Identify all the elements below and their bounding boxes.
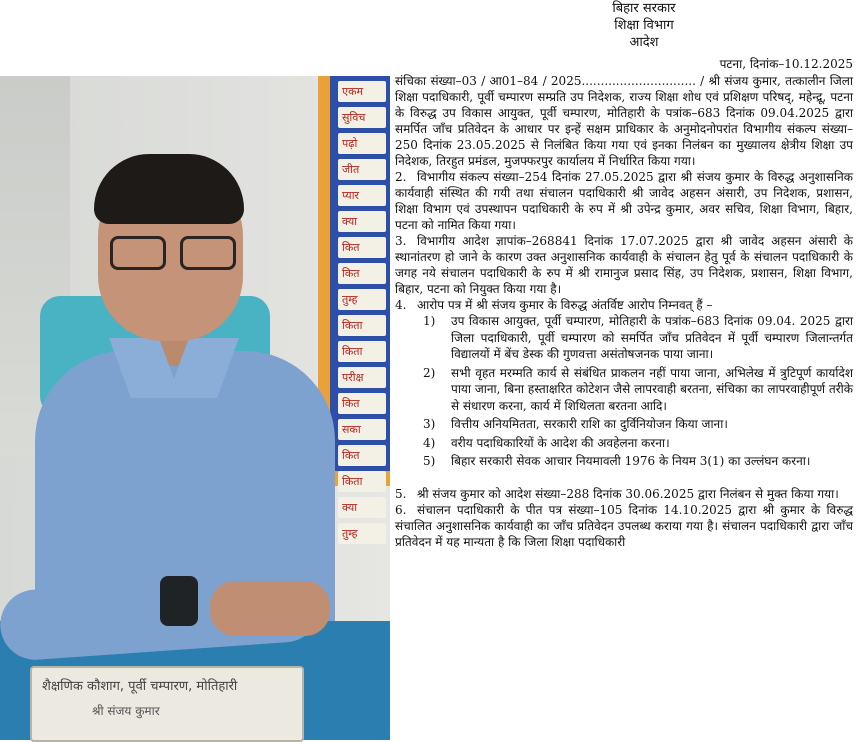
board-line: क्या [338, 497, 386, 518]
charge-number: 1) [423, 314, 436, 328]
paragraph-text: श्री संजय कुमार को आदेश संख्या–288 दिनांक 30.06.2025 द्वारा निलंबन से मुक्त किया गया। [417, 486, 839, 501]
board-line: एकम [338, 81, 386, 102]
paragraph-2 [395, 169, 853, 233]
nameplate-office: शैक्षणिक कौशाग, पूर्वी चम्पारण, मोतिहारी [42, 679, 238, 694]
charge-number: 3) [423, 417, 436, 431]
spacer [395, 472, 853, 486]
header-order: आदेश [629, 35, 659, 50]
board-line: कित [338, 237, 386, 258]
header-government: बिहार सरकार [612, 1, 676, 16]
charge-item-3 [423, 416, 853, 433]
board-line: परीक्ष [338, 367, 386, 388]
board-line: कित [338, 445, 386, 466]
paragraph-number: 3. [395, 234, 407, 248]
wristwatch-icon [160, 576, 198, 626]
charge-number: 5) [423, 454, 436, 468]
board-line: जीत [338, 159, 386, 180]
person-hand [210, 581, 330, 636]
paragraph-5 [395, 486, 853, 502]
board-line: सुविच [338, 107, 386, 128]
charge-number: 2) [423, 365, 436, 380]
charge-text: वरीय पदाधिकारियों के आदेश की अवहेलना करना। [451, 435, 670, 450]
paragraph-text: आरोप पत्र में श्री संजय कुमार के विरुद्ध अंतर्विष्ट आरोप निम्नवत् हैं – [417, 298, 713, 312]
charge-item-5 [423, 453, 853, 470]
charge-item-2 [423, 365, 853, 415]
board-line: किता [338, 471, 386, 492]
charge-text: बिहार सरकारी सेवक आचार नियमावली 1976 के नियम 3(1) का उल्लंघन करना। [451, 454, 811, 468]
board-line: कित [338, 393, 386, 414]
paragraph-6 [395, 502, 853, 550]
paragraph-4 [395, 297, 853, 313]
glasses-left-icon [110, 236, 166, 270]
board-line: किता [338, 341, 386, 362]
paragraph-1: संचिका संख्या–03 / आ01–84 / 2025.............................. / श्री संजय कुमार, तत्कालीन जिला शिक्षा पदाधिकारी, पूर्वी चम्पारण सम्प्रति उप निदेशक, राज्य शिक्षा शोध एवं प्रशिक्षण परिषद्, महेन्द्रू, पटना के विरुद्ध उप विकास आयुक्त, पूर्वी चम्पारण, मोतिहारी के पत्रांक–683 दिनांक 09.04.2025 द्वारा समर्पित जाँच प्रतिवेदन के आधार पर इन्हें सक्षम प्राधिकार के अनुमोदनोपरांत विभागीय संकल्प संख्या–250 दिनांक 23.05.2025 से निलंबित किया गया एवं इनका निलंबन का मुख्यालय क्षेत्रीय शिक्षा उप निदेशक, तिरहुत प्रमंडल, मुजफ्फरपुर कार्यालय में निर्धारित किया गया। [395, 74, 853, 168]
paragraph-3 [395, 233, 853, 297]
charge-text: सभी वृहत मरम्मति कार्य से संबंधित प्राकलन नहीं पाया जाना, अभिलेख में त्रुटिपूर्ण कार्यादेश पाया जाना, बिना हस्ताक्षरित कोटेशन जैसे लापरवाही बरतना, संचिका का लापरवाहीपूर्ण तरीके से संधारण करना, कार्य में शिथिलता बरतना आदि। [451, 365, 853, 413]
header-department: शिक्षा विभाग [614, 18, 674, 33]
board-line: सका [338, 419, 386, 440]
charge-item-4 [423, 435, 853, 452]
charge-text: वित्तीय अनियमितता, सरकारी राशि का दुर्विनियोजन किया जाना। [451, 417, 728, 431]
order-document [395, 0, 853, 740]
board-line: पढ़ो [338, 133, 386, 154]
paragraph-number: 5. [395, 486, 407, 501]
paragraph-text: संचालन पदाधिकारी के पीत पत्र संख्या–105 दिनांक 14.10.2025 द्वारा श्री कुमार के विरुद्ध संचालित अनुशासनिक कार्यवाही का जाँच प्रतिवेदन उपलब्ध कराया गया है। संचालन पदाधिकारी द्वारा जाँच प्रतिवेदन में यह मान्यता है कि जिला शिक्षा पदाधिकारी [395, 502, 853, 549]
charge-text: उप विकास आयुक्त, पूर्वी चम्पारण, मोतिहारी के पत्रांक–683 दिनांक 09.04. 2025 द्वारा जिला पदाधिकारी, पूर्वी चम्पारण को समर्पित जाँच प्रतिवेदन में पूर्वी चम्पारण जिलान्तर्गत विद्यालयों में बेंच डेस्क की गुणवत्ता असंतोषजनक पाया जाना। [451, 314, 853, 361]
desk-nameplate [30, 666, 304, 742]
glasses-right-icon [180, 236, 236, 270]
board-line: क्या [338, 211, 386, 232]
board-line: तुम्ह [338, 523, 386, 544]
nameplate-name: श्री संजय कुमार [92, 704, 160, 718]
document-date: पटना, दिनांक–10.12.2025 [719, 57, 853, 71]
paragraph-text: विभागीय आदेश ज्ञापांक–268841 दिनांक 17.07.2025 द्वारा श्री जावेद अहसन अंसारी के स्थानांतरण हो जाने के कारण उक्त अनुशासनिक कार्यवाही के संचालन हेतु पूर्व के संचालन पदाधिकारी के जगह नये संचालन पदाधिकारी के रुप में श्री रामानुज प्रसाद सिंह, उप निदेशक, प्रशासन, शिक्षा विभाग, बिहार, पटना को नियुक्त किया गया है। [395, 234, 853, 296]
paragraph-number: 6. [395, 502, 407, 517]
charge-item-1 [423, 313, 853, 363]
paragraph-number: 4. [395, 298, 407, 312]
board-line: किता [338, 315, 386, 336]
paragraph-text: विभागीय संकल्प संख्या–254 दिनांक 27.05.2025 द्वारा श्री संजय कुमार के विरुद्ध अनुशासनिक कार्यवाही संस्थित की गयी तथा संचालन पदाधिकारी श्री जावेद अहसन अंसारी, उप निदेशक, प्रशासन, शिक्षा विभाग एवं उपस्थापन पदाधिकारी के रुप में श्री उपेन्द्र कुमार, अवर सचिव, शिक्षा विभाग, बिहार, पटना को नामित किया गया। [395, 170, 853, 232]
person-hair [94, 154, 244, 224]
board-line: तुम्ह [338, 289, 386, 310]
wall-notice-board [330, 76, 390, 540]
board-line: प्यार [338, 185, 386, 206]
charge-number: 4) [423, 435, 436, 450]
document-header [435, 0, 853, 51]
officer-photo [0, 76, 390, 740]
board-line: कित [338, 263, 386, 284]
paragraph-number: 2. [395, 170, 407, 184]
